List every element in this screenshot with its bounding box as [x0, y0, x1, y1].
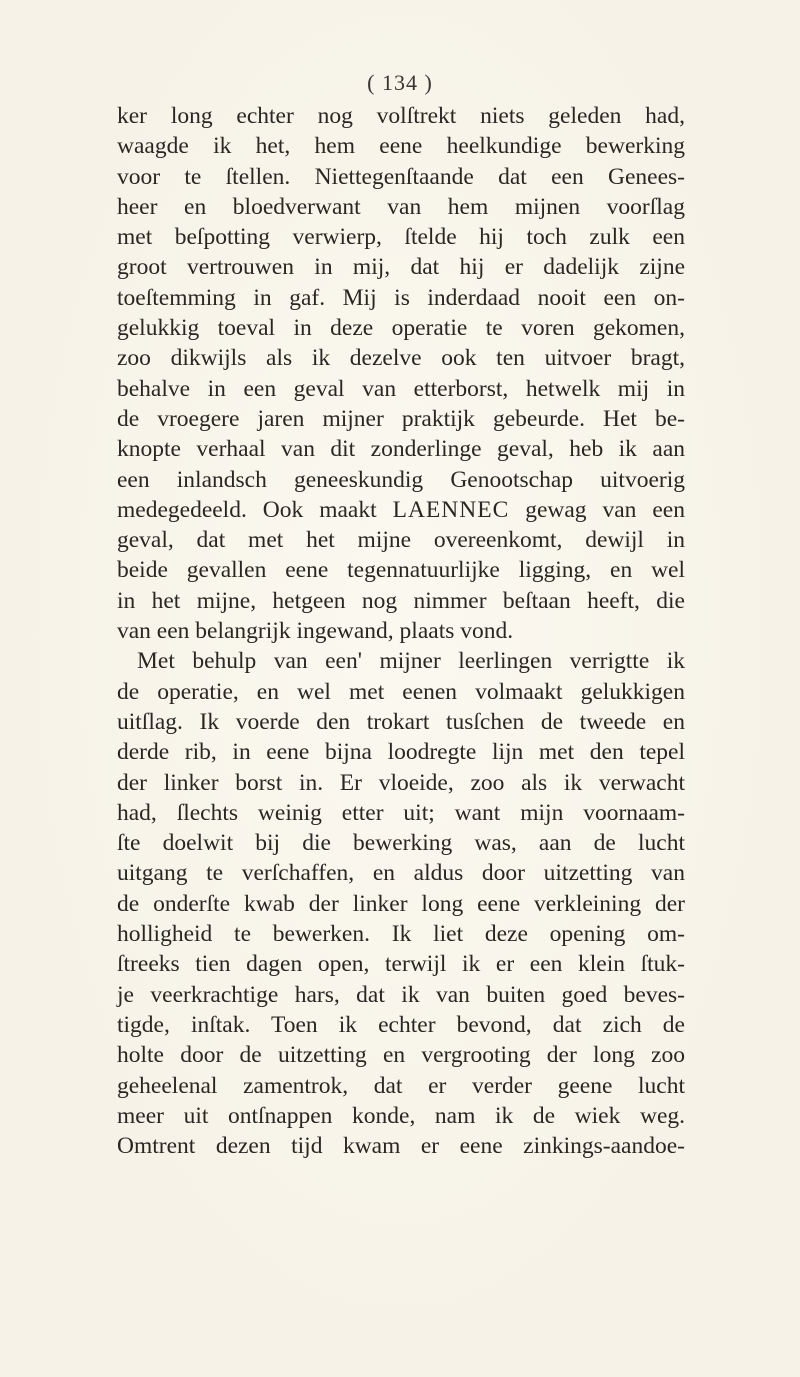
text-line: je veerkrachtige hars, dat ik van buiten goed beves-	[117, 981, 685, 1008]
text-line: in het mijne, hetgeen nog nimmer beſtaan heeft, die	[117, 587, 685, 614]
text-line: toeſtemming in gaf. Mij is inderdaad nooit een on-	[117, 284, 685, 311]
text-line: holligheid te bewerken. Ik liet deze opening om-	[117, 921, 685, 948]
text-line: tigde, inſtak. Toen ik echter bevond, dat zich de	[117, 1011, 685, 1038]
text-line: Omtrent dezen tijd kwam er eene zinkings-aandoe-	[117, 1133, 685, 1160]
text-line: geval, dat met het mijne overeenkomt, dewijl in	[117, 527, 685, 554]
text-line: knopte verhaal van dit zonderlinge geval, heb ik aan	[117, 436, 685, 463]
text-line: der linker borst in. Er vloeide, zoo als ik verwacht	[117, 769, 685, 796]
text-line: de onderſte kwab der linker long eene verkleining der	[117, 890, 685, 917]
text-line: van een belangrijk ingewand, plaats vond.	[117, 618, 514, 645]
text-line: een inlandsch geneeskundig Genootschap uitvoerig	[117, 466, 685, 493]
text-line: behalve in een geval van etterborst, hetwelk mij in	[117, 375, 685, 402]
text-line: had, ſlechts weinig etter uit; want mijn voornaam-	[117, 799, 685, 826]
text-line: gelukkig toeval in deze operatie te voren gekomen,	[117, 315, 685, 342]
text-line: de operatie, en wel met eenen volmaakt gelukkigen	[117, 678, 685, 705]
text-line: holte door de uitzetting en vergrooting der long zoo	[117, 1042, 685, 1069]
text-line: medegedeeld. Ook maakt LAENNEC gewag van een	[117, 496, 685, 523]
text-line: uitſlag. Ik voerde den trokart tusſchen de tweede en	[117, 708, 685, 735]
text-line: beide gevallen eene tegennatuurlijke ligging, en wel	[117, 557, 685, 584]
text-line: met beſpotting verwierp, ſtelde hij toch zulk een	[117, 224, 685, 251]
text-line: meer uit ontſnappen konde, nam ik de wiek weg.	[117, 1102, 685, 1129]
text-line: de vroegere jaren mijner praktijk gebeurde. Het be-	[117, 405, 685, 432]
text-line: heer en bloedverwant van hem mijnen voorſlag	[117, 193, 685, 220]
page-number: ( 134 )	[367, 70, 433, 95]
text-line: zoo dikwijls als ik dezelve ook ten uitvoer bragt,	[117, 345, 685, 372]
text-line: Met behulp van een' mijner leerlingen verrigtte ik	[137, 648, 685, 675]
text-line: ſtreeks tien dagen open, terwijl ik er een klein ſtuk-	[117, 951, 685, 978]
text-line: waagde ik het, hem eene heelkundige bewerking	[117, 133, 685, 160]
text-line: uitgang te verſchaffen, en aldus door uitzetting van	[117, 860, 685, 887]
text-line: derde rib, in eene bijna loodregte lijn met den tepel	[117, 739, 685, 766]
text-line: groot vertrouwen in mij, dat hij er dadelijk zijne	[117, 254, 685, 281]
text-line: voor te ſtellen. Niettegenſtaande dat een Genees-	[117, 163, 685, 190]
text-line: ker long echter nog volſtrekt niets geleden had,	[117, 103, 685, 129]
author-name: LAENNEC	[392, 496, 510, 523]
body-text	[117, 101, 685, 1161]
text-line: ſte doelwit bij die bewerking was, aan de lucht	[117, 830, 685, 857]
text-line: geheelenal zamentrok, dat er verder geene lucht	[117, 1072, 685, 1099]
